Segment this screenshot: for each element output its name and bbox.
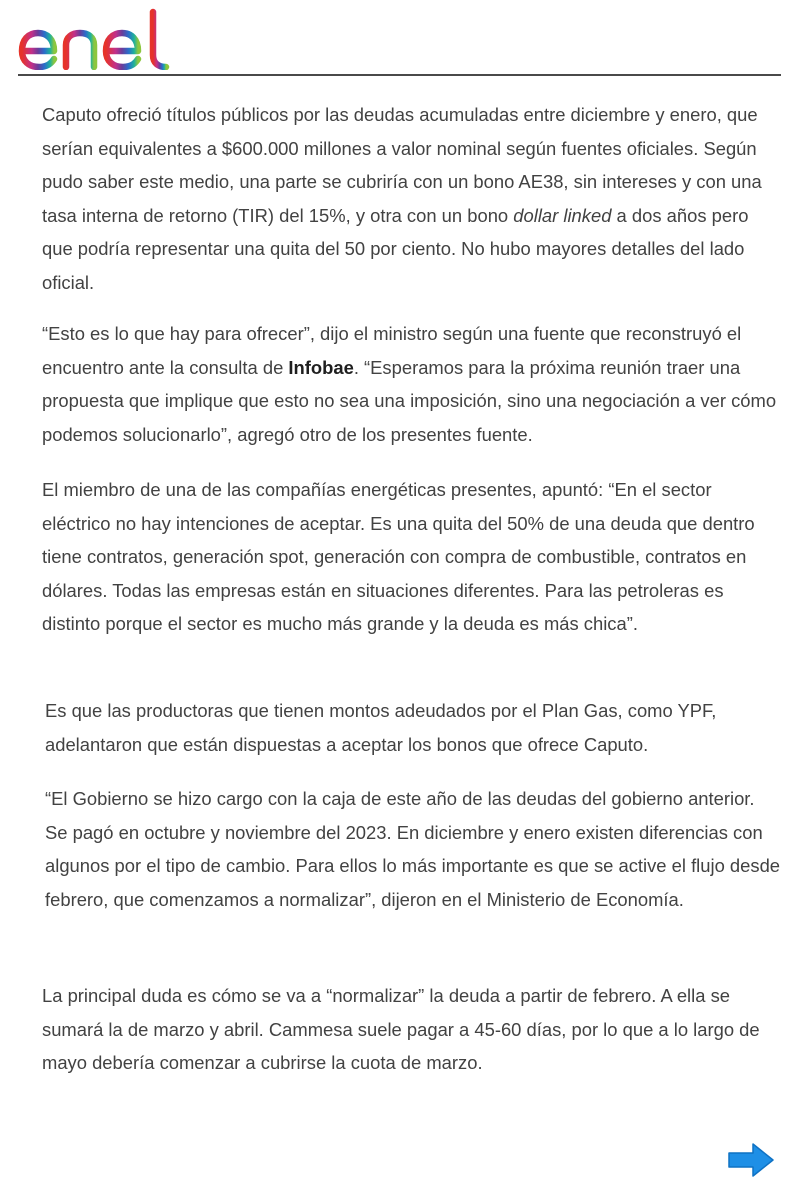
paragraph-1-text-a: Caputo ofreció títulos públicos por las deudas acumuladas entre diciembre y enero, que serían equivalentes a $600.000 millones a valor nominal según fuentes oficiales. Según pudo saber este medio, una parte se cubriría con un bono AE38, sin intereses y con una tasa interna de retorno (TIR) del 15%, y otra con un bono bbox=[42, 104, 762, 226]
paragraph-6: La principal duda es cómo se va a “normalizar” la deuda a partir de febrero. A ella se sumará la de marzo y abril. Cammesa suele pagar a 45-60 días, por lo que a lo largo de mayo debería comenzar a cubrirse la cuota de marzo. bbox=[42, 985, 760, 1073]
enel-logo bbox=[18, 8, 183, 70]
paragraph-3: El miembro de una de las compañías energéticas presentes, apuntó: “En el sector eléctrico no hay intenciones de aceptar. Es una quita del 50% de una deuda que dentro tiene contratos, generación spot, generación con compra de combustible, contratos en dólares. Todas las empresas están en situaciones diferentes. Para las petroleras es distinto porque el sector es mucho más grande y la deuda es más chica”. bbox=[42, 479, 755, 634]
paragraph-1-text-b: a dos años pero que podría representar una quita del 50 por ciento. No hubo mayores detalles del lado oficial. bbox=[42, 204, 749, 293]
paragraph-2-text-a: “Esto es lo que hay para ofrecer”, dijo el ministro según una fuente que reconstruyó el encuentro ante la consulta de bbox=[42, 323, 742, 378]
paragraph-1 bbox=[42, 98, 782, 299]
paragraph-4: Es que las productoras que tienen montos adeudados por el Plan Gas, como YPF, adelantaron que están dispuestas a aceptar los bonos que ofrece Caputo. bbox=[45, 700, 717, 755]
arrow-right-icon[interactable] bbox=[726, 1142, 776, 1178]
paragraph-1-emphasis: dollar linked bbox=[513, 204, 612, 226]
paragraph-2-text-b: . “Esperamos para la próxima reunión traer una propuesta que implique que esto no sea una imposición, sino una negociación a ver cómo podemos solucionarlo”, agregó otro de los presentes fuente. bbox=[42, 356, 777, 445]
paragraph-2-source-name: Infobae bbox=[288, 356, 354, 378]
page-header bbox=[18, 8, 781, 76]
paragraph-2 bbox=[42, 317, 782, 451]
paragraph-5: “El Gobierno se hizo cargo con la caja de este año de las deudas del gobierno anterior. Se pagó en octubre y noviembre del 2023. En diciembre y enero existen diferencias con algunos por el tipo de cambio. Para ellos lo más importante es que se active el flujo desde febrero, que comenzamos a normalizar”, dijeron en el Ministerio de Economía. bbox=[45, 788, 781, 910]
